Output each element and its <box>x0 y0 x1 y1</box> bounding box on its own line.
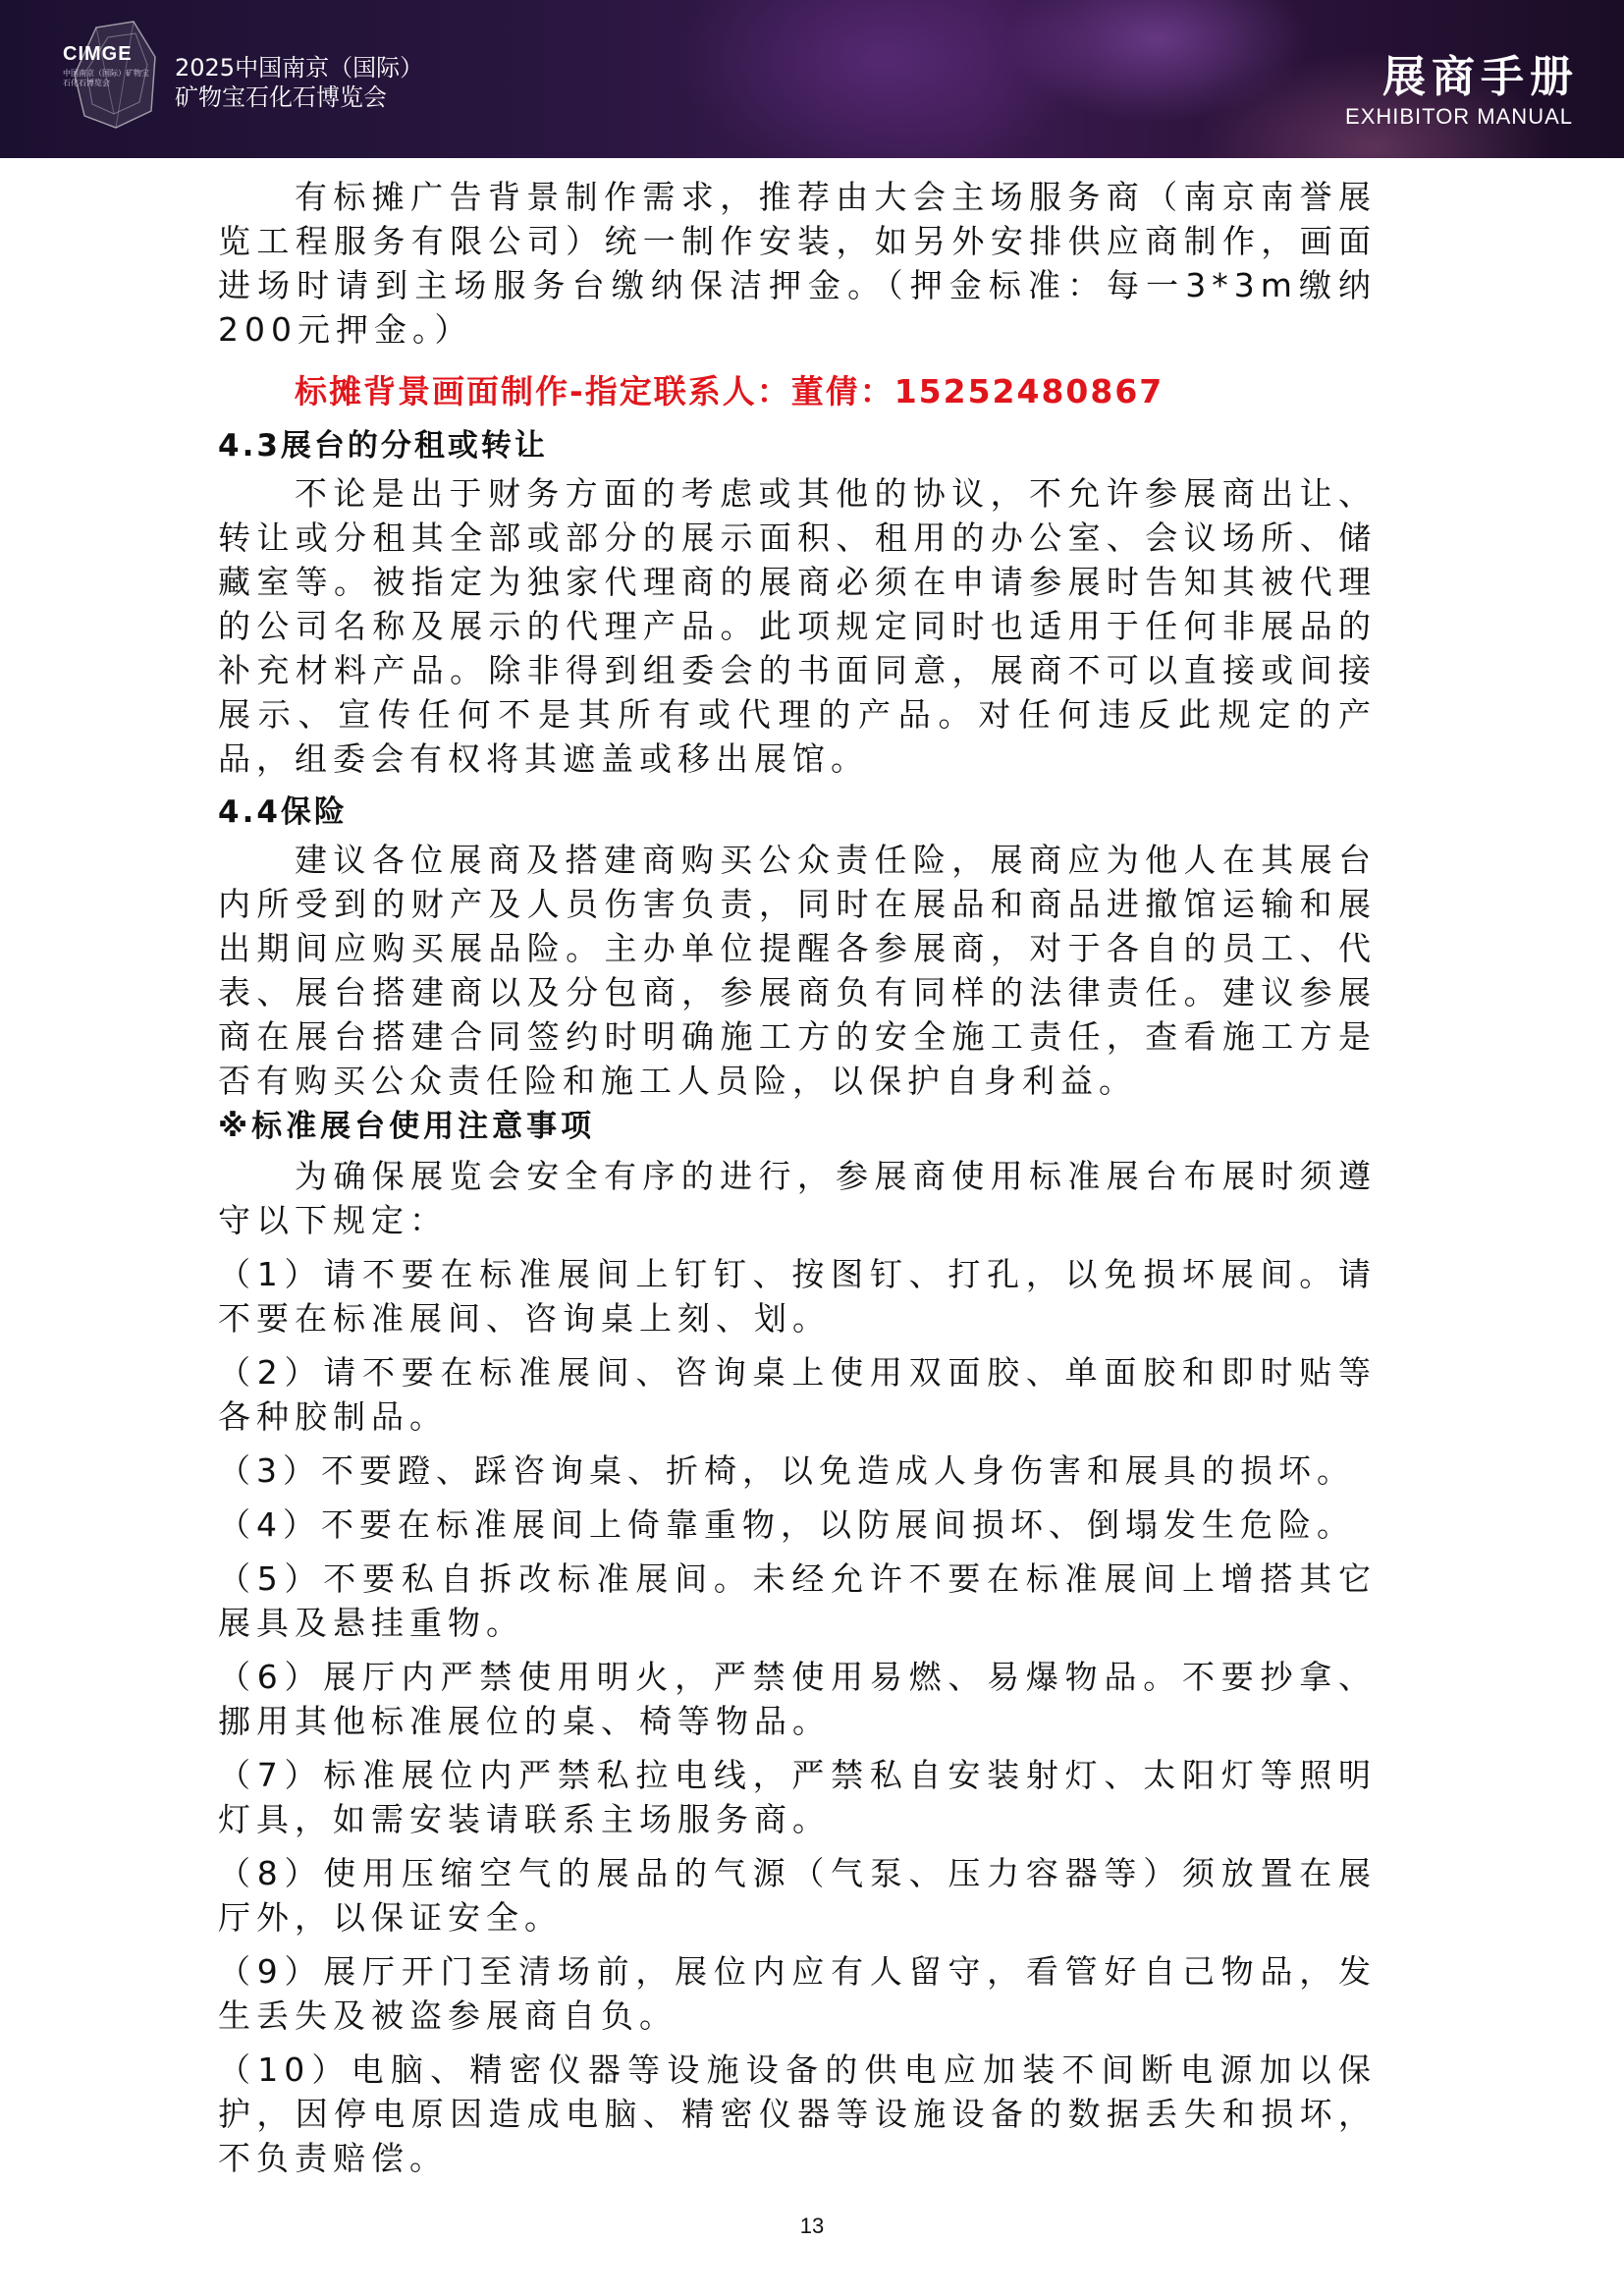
section-4-4-body: 建议各位展商及搭建商购买公众责任险，展商应为他人在其展台内所受到的财产及人员伤害负责，同时在展品和商品进撤馆运输和展出期间应购买展品险。主办单位提醒各参展商，对于各自的员工、代表、展台搭建商以及分包商，参展商负有同样的法律责任。建议参展商在展台搭建合同签约时明确施工方的安全施工责任，查看施工方是否有购买公众责任险和施工人员险，以保护自身利益。 <box>218 841 1377 1100</box>
contact-line: 标摊背景画面制作-指定联系人：董倩：15252480867 <box>295 372 1164 410</box>
notice-list <box>218 1252 1377 2180</box>
expo-title-line1: 2025中国南京（国际） <box>175 54 424 82</box>
expo-title <box>175 53 423 112</box>
header-banner <box>0 0 1624 158</box>
section-4-3-heading: 4.3展台的分租或转让 <box>218 428 548 464</box>
list-item: （10）电脑、精密仪器等设施设备的供电应加装不间断电源加以保护，因停电原因造成电脑、精密仪器等设施设备的数据丢失和损坏，不负责赔偿。 <box>218 2050 1377 2177</box>
list-item: （8）使用压缩空气的展品的气源（气泵、压力容器等）须放置在展厅外，以保证安全。 <box>218 1854 1377 1937</box>
list-item: （3）不要蹬、踩咨询桌、折椅，以免造成人身伤害和展具的损坏。 <box>218 1451 1355 1490</box>
list-item: （9）展厅开门至清场前，展位内应有人留守，看管好自己物品，发生丢失及被盗参展商自负。 <box>218 1952 1377 2035</box>
notice-intro: 为确保展览会安全有序的进行，参展商使用标准展台布展时须遵守以下规定： <box>218 1157 1377 1239</box>
expo-title-line2: 矿物宝石化石博览会 <box>175 83 387 111</box>
intro-paragraph: 有标摊广告背景制作需求，推荐由大会主场服务商（南京南誉展览工程服务有限公司）统一制作安装，如另外安排供应商制作，画面进场时请到主场服务台缴纳保洁押金。（押金标准：每一3*3m缴纳200元押金。） <box>218 178 1377 349</box>
list-item: （1）请不要在标准展间上钉钉、按图钉、打孔，以免损坏展间。请不要在标准展间、咨询桌上刻、划。 <box>218 1255 1377 1338</box>
manual-title-en: EXHIBITOR MANUAL <box>1345 104 1573 129</box>
list-item: （5）不要私自拆改标准展间。未经允许不要在标准展间上增搭其它展具及悬挂重物。 <box>218 1559 1377 1642</box>
logo-wordmark: CIMGE <box>63 43 133 65</box>
manual-title-cn: 展商手册 <box>1382 52 1579 102</box>
page-number: 13 <box>799 2214 825 2238</box>
section-4-4-heading: 4.4保险 <box>218 794 348 830</box>
document-body <box>218 175 1377 2180</box>
list-item: （2）请不要在标准展间、咨询桌上使用双面胶、单面胶和即时贴等各种胶制品。 <box>218 1353 1377 1436</box>
logo-subtitle: 中国南京（国际）矿物宝石化石博览会 <box>63 69 149 87</box>
list-item: （6）展厅内严禁使用明火，严禁使用易燃、易爆物品。不要抄拿、挪用其他标准展位的桌、椅等物品。 <box>218 1658 1377 1740</box>
notice-heading: ※标准展台使用注意事项 <box>218 1109 596 1144</box>
list-item: （4）不要在标准展间上倚靠重物，以防展间损坏、倒塌发生危险。 <box>218 1505 1355 1544</box>
list-item: （7）标准展位内严禁私拉电线，严禁私自安装射灯、太阳灯等照明灯具，如需安装请联系主场服务商。 <box>218 1756 1377 1838</box>
section-4-3-body: 不论是出于财务方面的考虑或其他的协议，不允许参展商出让、转让或分租其全部或部分的展示面积、租用的办公室、会议场所、储藏室等。被指定为独家代理商的展商必须在申请参展时告知其被代理的公司名称及展示的代理产品。此项规定同时也适用于任何非展品的补充材料产品。除非得到组委会的书面同意，展商不可以直接或间接展示、宣传任何不是其所有或代理的产品。对任何违反此规定的产品，组委会有权将其遮盖或移出展馆。 <box>218 474 1377 778</box>
